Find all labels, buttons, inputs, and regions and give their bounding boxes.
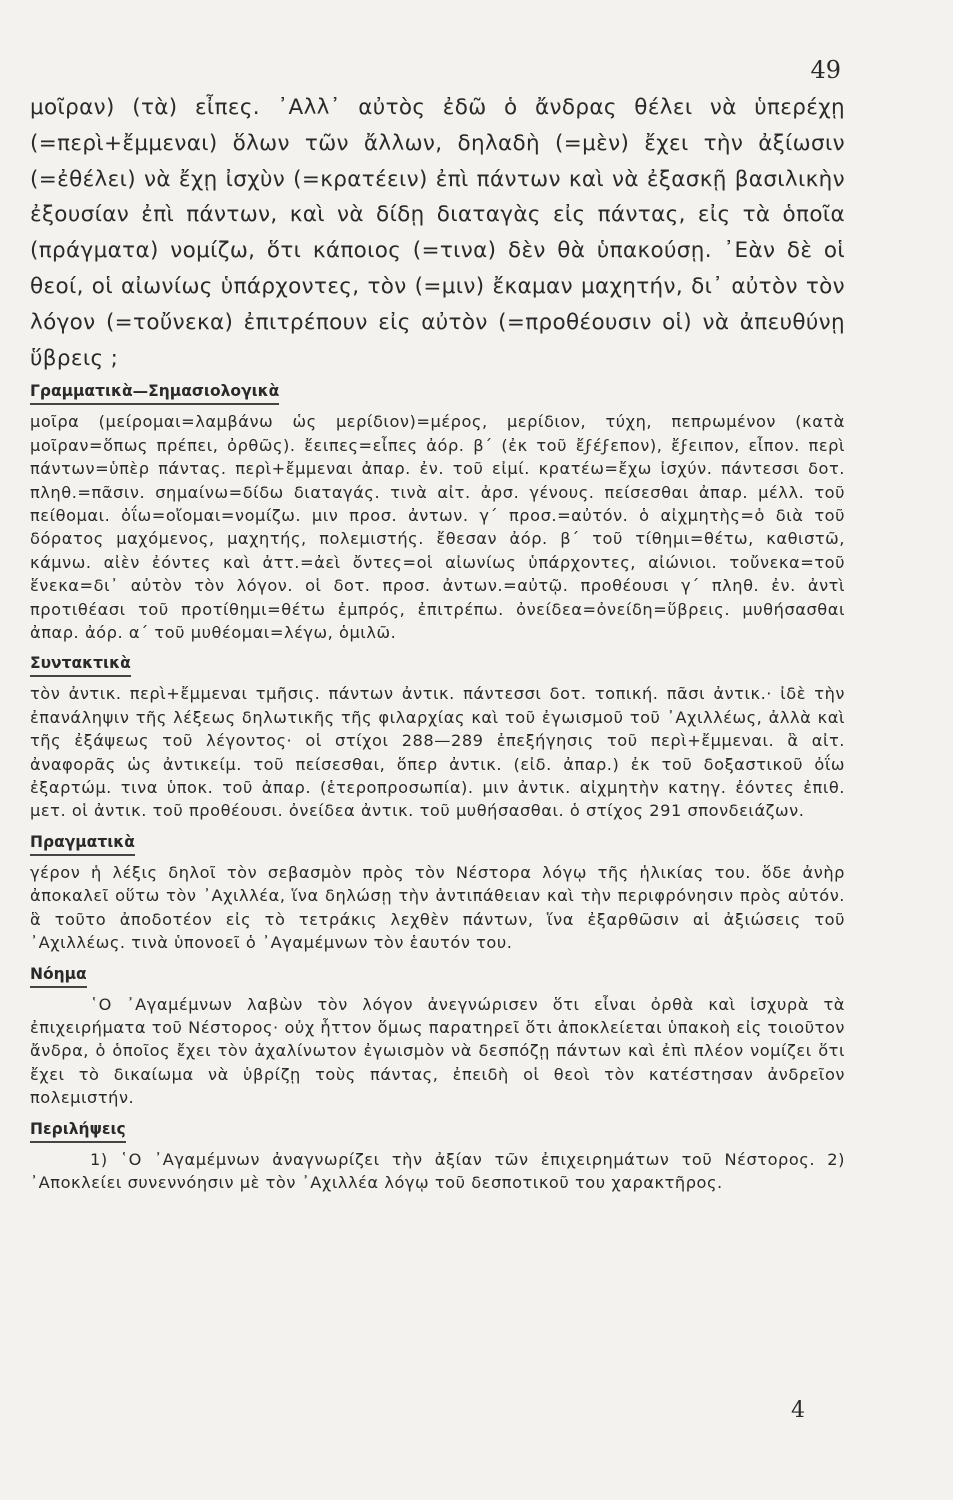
section-summaries bbox=[30, 1116, 845, 1195]
section-text: τὸν ἀντικ. περὶ+ἔμμεναι τμῆσις. πάντων ἀντικ. πάντεσσι δοτ. τοπική. πᾶσι ἀντικ.· ἰδὲ τὴν ἐπανάληψιν τῆς λέξεως δηλωτικῆς τῆς φιλαρχίας καὶ τοῦ ἐγωισμοῦ τοῦ ᾿Αχιλλέως, ἀλλὰ καὶ τῆς ἐξάψεως τοῦ λέγοντος· οἱ στίχοι 288—289 ἐπεξήγησις τοῦ περὶ+ἔμμεναι. ἃ αἰτ. ἀναφορᾶς ὡς ἀντικείμ. τοῦ πείσεσθαι, ὅπερ ἀντικ. (εἰδ. ἀπαρ.) ἐκ τοῦ δοξαστικοῦ ὀΐω ἐξαρτώμ. τινα ὑποκ. τοῦ ἀπαρ. (ἑτεροπροσωπία). μιν ἀντικ. αἰχμητὴν κατηγ. ἐόντες ἐπιθ. μετ. οἱ ἀντικ. τοῦ προθέουσι. ὀνείδεα ἀντικ. τοῦ μυθήσασθαι. ὁ στίχος 291 σπονδειάζων. bbox=[30, 684, 845, 821]
section-heading: Γραμματικὰ—Σημασιολογικὰ bbox=[30, 380, 279, 405]
section-syntax bbox=[30, 650, 845, 822]
page-content bbox=[30, 90, 845, 1200]
section-heading: Συντακτικὰ bbox=[30, 652, 131, 677]
section-text: ῾Ο ᾿Αγαμέμνων λαβὼν τὸν λόγον ἀνεγνώρισεν ὅτι εἶναι ὀρθὰ καὶ ἰσχυρὰ τὰ ἐπιχειρήματα τοῦ Νέστορος· οὐχ ἧττον ὅμως παρατηρεῖ ὅτι ἀποκλείεται ὑπακοὴ εἰς τοιοῦτον ἄνδρα, ὁ ὁποῖος ἔχει τὸν ἀχαλίνωτον ἐγωισμὸν νὰ δεσπόζῃ πάντων καὶ ἐπὶ πλέον νομίζει ὅτι ἔχει τὸ δικαίωμα νὰ ὑβρίζῃ τοὺς πάντας, ἐπειδὴ οἱ θεοὶ τὸν κατέστησαν ἀνδρεῖον πολεμιστήν. bbox=[30, 994, 845, 1108]
section-text: μοῖρα (μείρομαι=λαμβάνω ὡς μερίδιον)=μέρος, μερίδιον, τύχη, πεπρωμένον (κατὰ μοῖραν=ὅπως πρέπει, ὀρθῶς). ἔειπες=εἶπες ἀόρ. β΄ (ἐκ τοῦ ἔϝέϝεπον), ἔϝειπον, εἶπον. περὶ πάντων=ὑπὲρ πάντας. περὶ+ἔμμεναι ἀπαρ. ἐν. τοῦ εἰμί. κρατέω=ἔχω ἰσχύν. πάντεσσι δοτ. πληθ.=πᾶσιν. σημαίνω=δίδω διαταγάς. τινὰ αἰτ. ἀρσ. γένους. πείσεσθαι ἀπαρ. μέλλ. τοῦ πείθομαι. ὀΐω=οἴομαι=νομίζω. μιν προσ. ἀντων. γ΄ προσ.=αὐτόν. ὁ αἰχμητὴς=ὁ διὰ τοῦ δόρατος μαχόμενος, μαχητής, πολεμιστής. ἔθεσαν ἀόρ. β΄ τοῦ τίθημι=θέτω, καθιστῶ, κάμνω. αἰὲν ἐόντες καὶ ἀττ.=ἀεὶ ὄντες=οἱ αἰωνίως ὑπάρχοντες, αἰώνιοι. τοὔνεκα=τοῦ ἕνεκα=δι᾿ αὐτὸν τὸν λόγον. οἱ δοτ. προσ. ἀντων.=αὐτῷ. προθέουσι γ΄ πληθ. ἐν. ἀντὶ προτιθέασι τοῦ προτίθημι=θέτω ἐμπρός, ἐπιτρέπω. ὀνείδεα=ὀνείδη=ὕβρεις. μυθήσασθαι ἀπαρ. ἀόρ. α΄ τοῦ μυθέομαι=λέγω, ὁμιλῶ. bbox=[30, 412, 845, 643]
section-realia bbox=[30, 829, 845, 955]
section-grammar bbox=[30, 380, 845, 644]
section-heading: Πραγματικὰ bbox=[30, 831, 135, 856]
page-number: 49 bbox=[810, 56, 841, 84]
main-paragraph: μοῖραν) (τὰ) εἶπες. ᾿Αλλ᾿ αὐτὸς ἐδῶ ὁ ἄνδρας θέλει νὰ ὑπερέχῃ (=περὶ+ἔμμεναι) ὅλων τῶν ἄλλων, δηλαδὴ (=μὲν) ἔχει τὴν ἀξίωσιν (=ἐθέλει) νὰ ἔχῃ ἰσχὺν (=κρατέειν) ἐπὶ πάντων καὶ νὰ ἐξασκῇ βασιλικὴν ἐξουσίαν ἐπὶ πάντων, καὶ νὰ δίδῃ διαταγὰς εἰς πάντας, εἰς τὰ ὁποῖα (πράγματα) νομίζω, ὅτι κάποιος (=τινα) δὲν θὰ ὑπακούσῃ. ᾿Εὰν δὲ οἱ θεοί, οἱ αἰωνίως ὑπάρχοντες, τὸν (=μιν) ἔκαμαν μαχητήν, δι᾿ αὐτὸν τὸν λόγον (=τοὔνεκα) ἐπιτρέπουν εἰς αὐτὸν (=προθέουσιν οἱ) νὰ ἀπευθύνῃ ὕβρεις ; bbox=[30, 95, 845, 371]
signature-mark: 4 bbox=[791, 1398, 805, 1423]
section-text: γέρον ἡ λέξις δηλοῖ τὸν σεβασμὸν πρὸς τὸν Νέστορα λόγῳ τῆς ἡλικίας του. ὅδε ἀνὴρ ἀποκαλεῖ οὕτω τὸν ᾿Αχιλλέα, ἵνα δηλώσῃ τὴν ἀντιπάθειαν καὶ τὴν περιφρόνησιν πρὸς αὐτόν. ἃ τοῦτο ἀποδοτέον εἰς τὸ τετράκις λεχθὲν πάντων, ἵνα ἐξαρθῶσιν αἱ ἀξιώσεις τοῦ ᾿Αχιλλέως. τινὰ ὑπονοεῖ ὁ ᾿Αγαμέμνων τὸν ἑαυτόν του. bbox=[30, 862, 845, 953]
section-meaning bbox=[30, 961, 845, 1110]
section-text: 1) ῾Ο ᾿Αγαμέμνων ἀναγνωρίζει τὴν ἀξίαν τῶν ἐπιχειρημάτων τοῦ Νέστορος. 2) ᾿Αποκλείει συνεννόησιν μὲ τὸν ᾿Αχιλλέα λόγῳ τοῦ δεσποτικοῦ του χαρακτῆρος. bbox=[30, 1149, 845, 1192]
section-heading: Νόημα bbox=[30, 963, 87, 988]
section-heading: Περιλήψεις bbox=[30, 1118, 126, 1143]
